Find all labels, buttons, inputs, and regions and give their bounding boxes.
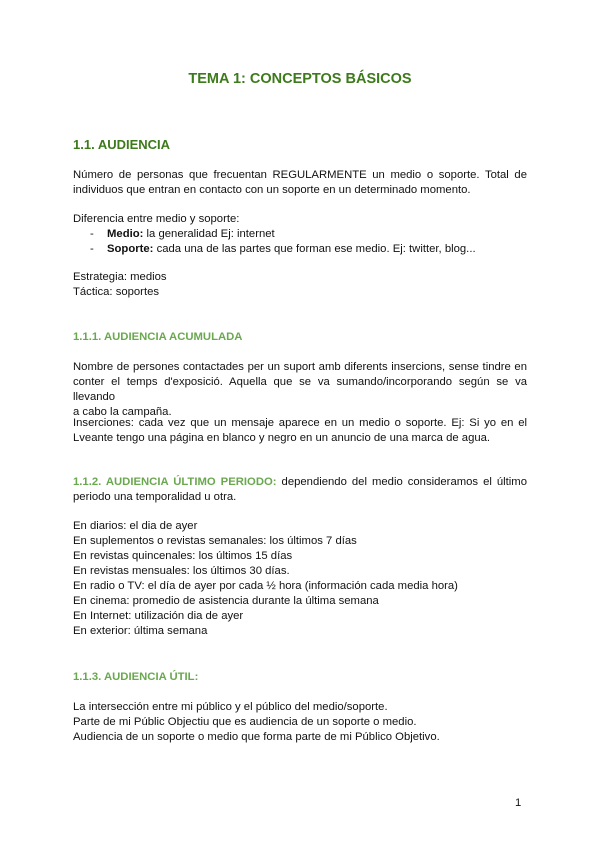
paragraph-line: conter el temps d'exposició. Aquella que se va sumando/incorporando según se va llevando (73, 376, 527, 403)
audiencia-acumulada-paragraph (73, 360, 527, 420)
paragraph-line: Lveante tengo una página en blanco y negro en un anuncio de una marca de agua. (73, 432, 491, 444)
document-title: TEMA 1: CONCEPTOS BÁSICOS (188, 71, 412, 87)
tactica-line: Táctica: soportes (73, 286, 160, 298)
section-heading-audiencia: 1.1. AUDIENCIA (73, 137, 171, 152)
audiencia-util-lines (73, 700, 527, 745)
paragraph-line: a cabo la campaña. (73, 406, 172, 418)
heading-continuation: dependiendo del medio consideramos el último (276, 476, 528, 488)
bullet-dash: - (90, 228, 94, 240)
bullet-text: la generalidad Ej: internet (143, 228, 275, 240)
list-item: En revistas quincenales: los últimos 15 días (73, 550, 293, 562)
bullet-dash: - (90, 243, 94, 255)
paragraph-line: Inserciones: cada vez que un mensaje aparece en un medio o soporte. Ej: Si yo en el (73, 417, 527, 429)
paragraph-line: Nombre de persones contactades per un suport amb diferents insercions, sense tindre en (73, 361, 527, 373)
page-number: 1 (515, 797, 522, 809)
estrategia-line: Estrategia: medios (73, 271, 167, 283)
bullet-item-soporte (73, 242, 527, 257)
bullet-label: Soporte: (107, 243, 154, 255)
list-item: En diarios: el dia de ayer (73, 520, 198, 532)
subsection-heading-audiencia-ultimo-periodo: 1.1.2. AUDIENCIA ÚLTIMO PERIODO: (73, 476, 277, 488)
list-item: En cinema: promedio de asistencia durante la última semana (73, 595, 379, 607)
list-item: Audiencia de un soporte o medio que forma parte de mi Público Objetivo. (73, 731, 440, 743)
audiencia-ultimo-periodo-paragraph (73, 475, 527, 505)
bullet-label: Medio: (107, 228, 144, 240)
paragraph-line: Número de personas que frecuentan REGULARMENTE un medio o soporte. Total de (73, 169, 527, 181)
estrategia-tactica (73, 270, 527, 300)
paragraph-line: individuos que entran en contacto con un soporte en un determinado momento. (73, 184, 471, 196)
medio-soporte-difference (73, 212, 527, 257)
bullet-item-medio (73, 227, 527, 242)
list-item: En Internet: utilización dia de ayer (73, 610, 244, 622)
list-item: En exterior: última semana (73, 625, 208, 637)
paragraph-line: periodo una temporalidad u otra. (73, 491, 237, 503)
periodo-list (73, 519, 527, 639)
inserciones-paragraph (73, 416, 527, 446)
paragraph-line (73, 475, 527, 490)
difference-intro: Diferencia entre medio y soporte: (73, 213, 240, 225)
audiencia-definition (73, 168, 527, 198)
subsection-heading-audiencia-util: 1.1.3. AUDIENCIA ÚTIL: (73, 671, 199, 683)
list-item: En revistas mensuales: los últimos 30 días. (73, 565, 290, 577)
list-item: En radio o TV: el día de ayer por cada ½ hora (información cada media hora) (73, 580, 458, 592)
list-item: Parte de mi Públic Objectiu que es audiencia de un soporte o medio. (73, 716, 417, 728)
bullet-text: cada una de las partes que forman ese medio. Ej: twitter, blog... (153, 243, 476, 255)
list-item: En suplementos o revistas semanales: los últimos 7 días (73, 535, 357, 547)
subsection-heading-audiencia-acumulada: 1.1.1. AUDIENCIA ACUMULADA (73, 331, 243, 343)
list-item: La intersección entre mi público y el público del medio/soporte. (73, 701, 388, 713)
